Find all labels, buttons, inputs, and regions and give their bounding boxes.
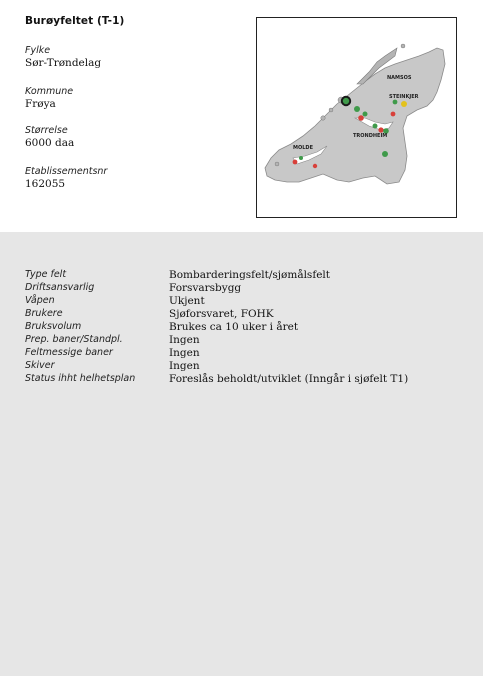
map-island <box>401 44 405 48</box>
highlight-marker <box>342 97 350 105</box>
field-storrelse <box>25 125 74 150</box>
detail-key: Brukere <box>25 308 63 319</box>
map-label-trondheim: TRONDHEIM <box>353 133 388 139</box>
map-landmass <box>265 48 445 184</box>
detail-row-bruksvolum <box>25 320 408 333</box>
detail-key: Status ihht helhetsplan <box>25 373 136 384</box>
detail-row-vapen <box>25 294 408 307</box>
map-island <box>275 162 279 166</box>
detail-row-status <box>25 372 408 385</box>
field-etablissementsnr <box>25 166 107 191</box>
marker-red <box>358 115 364 121</box>
marker-yellow <box>401 101 407 107</box>
detail-key: Feltmessige baner <box>25 347 113 358</box>
field-fylke <box>25 45 101 70</box>
marker-green <box>354 106 360 112</box>
marker-green <box>393 100 398 105</box>
map-label-molde: MOLDE <box>293 145 313 151</box>
detail-value: Ukjent <box>169 294 205 307</box>
header-section <box>0 0 483 232</box>
map-island <box>329 108 333 112</box>
detail-row-feltmessige-baner <box>25 346 408 359</box>
field-value: Sør-Trøndelag <box>25 57 102 69</box>
location-map <box>256 17 457 218</box>
marker-red <box>313 164 317 168</box>
detail-value: Ingen <box>169 346 200 359</box>
detail-value: Foreslås beholdt/utviklet (Inngår i sjøfelt T1) <box>169 372 409 385</box>
detail-row-skiver <box>25 359 408 372</box>
field-value: 162055 <box>25 178 66 190</box>
marker-red <box>293 160 298 165</box>
detail-key: Type felt <box>25 269 67 280</box>
field-value: 6000 daa <box>25 137 75 149</box>
marker-green <box>363 112 368 117</box>
detail-row-prep-baner <box>25 333 408 346</box>
detail-value: Bombarderingsfelt/sjømålsfelt <box>169 268 331 281</box>
details-table <box>25 268 408 385</box>
detail-key: Driftsansvarlig <box>25 282 95 293</box>
marker-red <box>378 127 383 132</box>
field-label: Størrelse <box>25 125 68 136</box>
marker-green <box>299 156 303 160</box>
field-label: Etablissementsnr <box>25 166 108 177</box>
field-label: Kommune <box>25 86 74 97</box>
detail-row-driftsansvarlig <box>25 281 408 294</box>
map-label-namsos: NAMSOS <box>387 75 412 81</box>
marker-green <box>382 151 388 157</box>
detail-row-type-felt <box>25 268 408 281</box>
field-label: Fylke <box>25 45 51 56</box>
detail-value: Ingen <box>169 333 200 346</box>
detail-value: Ingen <box>169 359 200 372</box>
detail-value: Brukes ca 10 uker i året <box>169 320 299 333</box>
marker-green <box>373 124 378 129</box>
detail-key: Prep. baner/Standpl. <box>25 334 123 345</box>
detail-key: Bruksvolum <box>25 321 82 332</box>
map-label-steinkjer: STEINKJER <box>389 94 419 100</box>
detail-value: Forsvarsbygg <box>169 281 242 294</box>
detail-key: Våpen <box>25 295 55 306</box>
detail-key: Skiver <box>25 360 55 371</box>
marker-red <box>391 112 396 117</box>
field-kommune <box>25 86 73 111</box>
detail-row-brukere <box>25 307 408 320</box>
detail-value: Sjøforsvaret, FOHK <box>169 307 274 320</box>
page-title: Burøyfeltet (T-1) <box>25 15 125 27</box>
field-value: Frøya <box>25 98 56 110</box>
map-island <box>321 116 325 120</box>
trondelag-map <box>257 18 456 217</box>
